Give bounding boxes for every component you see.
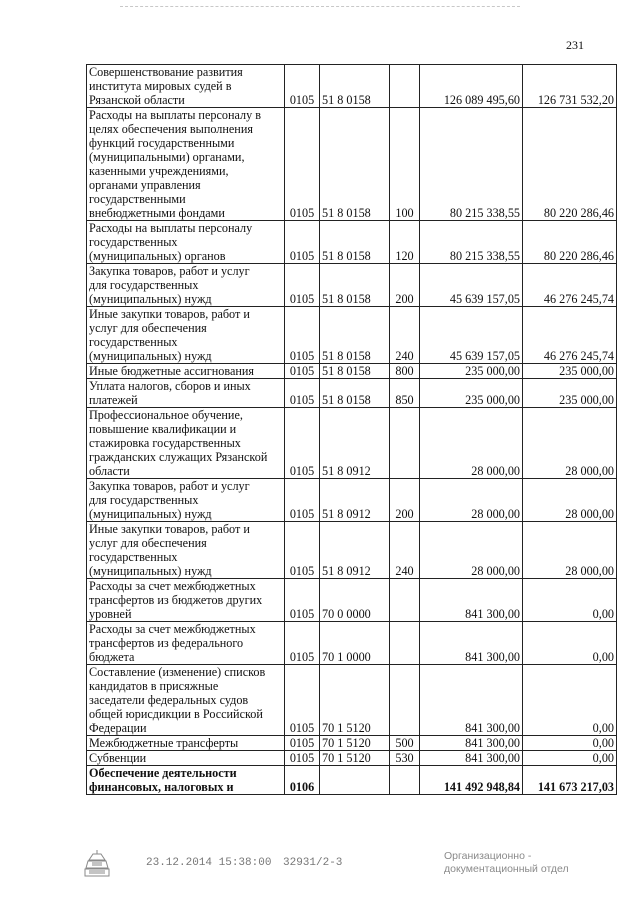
section-code-cell: 0105 [285,221,320,264]
target-article-cell: 51 8 0158 [320,379,390,408]
row-name-cell [87,479,285,522]
row-name-line: Иные бюджетные ассигнования [89,364,255,378]
table-row [87,579,617,622]
table-row [87,307,617,364]
emblem-icon [84,848,110,878]
row-name-line: для государственных [89,278,199,292]
section-code-cell: 0105 [285,364,320,379]
expense-type-cell: 200 [390,479,420,522]
row-name-line: казенными учреждениями, [89,164,229,178]
amount-year2-cell: 0,00 [523,736,617,751]
row-name-line: Уплата налогов, сборов и иных [89,379,251,393]
target-article-cell: 70 1 5120 [320,665,390,736]
amount-year1-cell: 235 000,00 [420,379,523,408]
section-code-cell: 0105 [285,108,320,221]
amount-year1-cell: 141 492 948,84 [420,766,523,795]
section-code-cell: 0105 [285,65,320,108]
row-name-line: Обеспечение деятельности [89,766,237,780]
amount-year2-cell: 80 220 286,46 [523,108,617,221]
row-name-line: Профессиональное обучение, [89,408,243,422]
footer-document-number: 32931/2-3 [283,857,343,869]
row-name-cell [87,408,285,479]
amount-year1-cell: 841 300,00 [420,622,523,665]
amount-year2-cell: 0,00 [523,665,617,736]
row-name-line: услуг для обеспечения [89,321,207,335]
row-name-cell [87,379,285,408]
expense-type-cell [390,65,420,108]
row-name-line: Иные закупки товаров, работ и [89,307,250,321]
row-name-line: Расходы за счет межбюджетных [89,579,256,593]
amount-year1-cell: 841 300,00 [420,665,523,736]
section-code-cell: 0105 [285,736,320,751]
section-code-cell: 0105 [285,307,320,364]
target-article-cell: 51 8 0158 [320,65,390,108]
target-article-cell: 51 8 0158 [320,264,390,307]
row-name-line: области [89,464,130,478]
row-name-line: (муниципальных) нужд [89,349,212,363]
expense-type-cell: 240 [390,522,420,579]
table-row [87,364,617,379]
row-name-line: государственных [89,550,178,564]
amount-year1-cell: 28 000,00 [420,408,523,479]
row-name-cell [87,736,285,751]
target-article-cell: 70 0 0000 [320,579,390,622]
row-name-cell [87,307,285,364]
section-code-cell: 0105 [285,751,320,766]
row-name-line: Закупка товаров, работ и услуг [89,479,250,493]
section-code-cell: 0106 [285,766,320,795]
expense-type-cell [390,622,420,665]
table-row [87,408,617,479]
target-article-cell: 51 8 0158 [320,221,390,264]
amount-year2-cell: 80 220 286,46 [523,221,617,264]
footer-department [444,850,569,876]
amount-year1-cell: 80 215 338,55 [420,221,523,264]
row-name-cell [87,665,285,736]
row-name-line: государственными [89,192,186,206]
amount-year2-cell: 46 276 245,74 [523,307,617,364]
amount-year1-cell: 841 300,00 [420,736,523,751]
expense-type-cell: 800 [390,364,420,379]
page-number: 231 [566,38,584,52]
table-row [87,479,617,522]
expense-type-cell: 530 [390,751,420,766]
row-name-line: (муниципальных) органов [89,249,226,263]
amount-year1-cell: 28 000,00 [420,522,523,579]
row-name-line: трансфертов из бюджетов других [89,593,263,607]
amount-year1-cell: 45 639 157,05 [420,307,523,364]
section-code-cell: 0105 [285,579,320,622]
amount-year2-cell: 235 000,00 [523,379,617,408]
row-name-line: финансовых, налоговых и [89,780,234,794]
section-code-cell: 0105 [285,622,320,665]
target-article-cell: 51 8 0912 [320,522,390,579]
row-name-line: органами управления [89,178,201,192]
row-name-line: функций государственными [89,136,235,150]
row-name-cell [87,622,285,665]
expense-type-cell [390,665,420,736]
target-article-cell: 51 8 0158 [320,108,390,221]
table-row [87,736,617,751]
table-row [87,379,617,408]
row-name-line: Составление (изменение) списков [89,665,266,679]
target-article-cell: 51 8 0912 [320,408,390,479]
table-row [87,522,617,579]
footer-timestamp: 23.12.2014 15:38:00 [146,857,272,869]
scan-top-edge [120,6,520,7]
table-row [87,665,617,736]
expense-type-cell: 500 [390,736,420,751]
amount-year1-cell: 80 215 338,55 [420,108,523,221]
table-row [87,264,617,307]
row-name-line: гражданских служащих Рязанской [89,450,268,464]
row-name-line: Субвенции [89,751,147,765]
table-row [87,622,617,665]
section-code-cell: 0105 [285,408,320,479]
table-row [87,766,617,795]
row-name-line: Закупка товаров, работ и услуг [89,264,250,278]
expense-type-cell [390,766,420,795]
target-article-cell: 70 1 5120 [320,736,390,751]
row-name-line: общей юрисдикции в Российской [89,707,263,721]
row-name-line: кандидатов в присяжные [89,679,219,693]
row-name-line: (муниципальных) нужд [89,507,212,521]
expense-type-cell: 240 [390,307,420,364]
row-name-line: заседатели федеральных судов [89,693,249,707]
expense-type-cell [390,579,420,622]
target-article-cell: 70 1 0000 [320,622,390,665]
expense-type-cell: 100 [390,108,420,221]
row-name-line: Федерации [89,721,147,735]
row-name-line: Расходы на выплаты персоналу в [89,108,261,122]
table-row [87,65,617,108]
row-name-line: повышение квалификации и [89,422,237,436]
row-name-line: Межбюджетные трансферты [89,736,239,750]
row-name-line: Расходы на выплаты персоналу [89,221,253,235]
row-name-line: (муниципальных) нужд [89,292,212,306]
target-article-cell [320,766,390,795]
row-name-line: Расходы за счет межбюджетных [89,622,256,636]
budget-table [86,64,617,795]
amount-year2-cell: 0,00 [523,751,617,766]
row-name-line: для государственных [89,493,199,507]
row-name-line: уровней [89,607,132,621]
amount-year2-cell: 28 000,00 [523,479,617,522]
expense-type-cell: 120 [390,221,420,264]
row-name-cell [87,766,285,795]
row-name-line: стажировка государственных [89,436,241,450]
footer-department-line: документационный отдел [444,863,569,875]
row-name-line: Рязанской области [89,93,185,107]
row-name-line: платежей [89,393,138,407]
row-name-cell [87,522,285,579]
amount-year2-cell: 28 000,00 [523,522,617,579]
row-name-line: Совершенствование развития [89,65,243,79]
row-name-cell [87,264,285,307]
amount-year1-cell: 126 089 495,60 [420,65,523,108]
table-row [87,751,617,766]
row-name-cell [87,221,285,264]
expense-type-cell [390,408,420,479]
amount-year1-cell: 45 639 157,05 [420,264,523,307]
amount-year2-cell: 141 673 217,03 [523,766,617,795]
amount-year2-cell: 126 731 532,20 [523,65,617,108]
expense-type-cell: 200 [390,264,420,307]
row-name-cell [87,751,285,766]
section-code-cell: 0105 [285,479,320,522]
amount-year2-cell: 235 000,00 [523,364,617,379]
target-article-cell: 51 8 0158 [320,307,390,364]
row-name-line: государственных [89,235,178,249]
footer-department-line: Организационно - [444,850,532,862]
row-name-cell [87,108,285,221]
amount-year1-cell: 841 300,00 [420,751,523,766]
amount-year1-cell: 235 000,00 [420,364,523,379]
section-code-cell: 0105 [285,522,320,579]
target-article-cell: 51 8 0158 [320,364,390,379]
table-row [87,108,617,221]
amount-year2-cell: 0,00 [523,579,617,622]
row-name-line: целях обеспечения выполнения [89,122,253,136]
row-name-line: института мировых судей в [89,79,232,93]
section-code-cell: 0105 [285,264,320,307]
amount-year1-cell: 841 300,00 [420,579,523,622]
target-article-cell: 51 8 0912 [320,479,390,522]
section-code-cell: 0105 [285,665,320,736]
row-name-line: бюджета [89,650,135,664]
row-name-line: трансфертов из федерального [89,636,244,650]
row-name-line: Иные закупки товаров, работ и [89,522,250,536]
row-name-cell [87,364,285,379]
row-name-line: услуг для обеспечения [89,536,207,550]
row-name-cell [87,579,285,622]
amount-year2-cell: 46 276 245,74 [523,264,617,307]
section-code-cell: 0105 [285,379,320,408]
row-name-line: (муниципальных) нужд [89,564,212,578]
row-name-line: внебюджетными фондами [89,206,225,220]
amount-year2-cell: 28 000,00 [523,408,617,479]
budget-table-body [87,65,617,795]
amount-year1-cell: 28 000,00 [420,479,523,522]
row-name-line: государственных [89,335,178,349]
target-article-cell: 70 1 5120 [320,751,390,766]
row-name-line: (муниципальными) органами, [89,150,245,164]
row-name-cell [87,65,285,108]
expense-type-cell: 850 [390,379,420,408]
amount-year2-cell: 0,00 [523,622,617,665]
table-row [87,221,617,264]
